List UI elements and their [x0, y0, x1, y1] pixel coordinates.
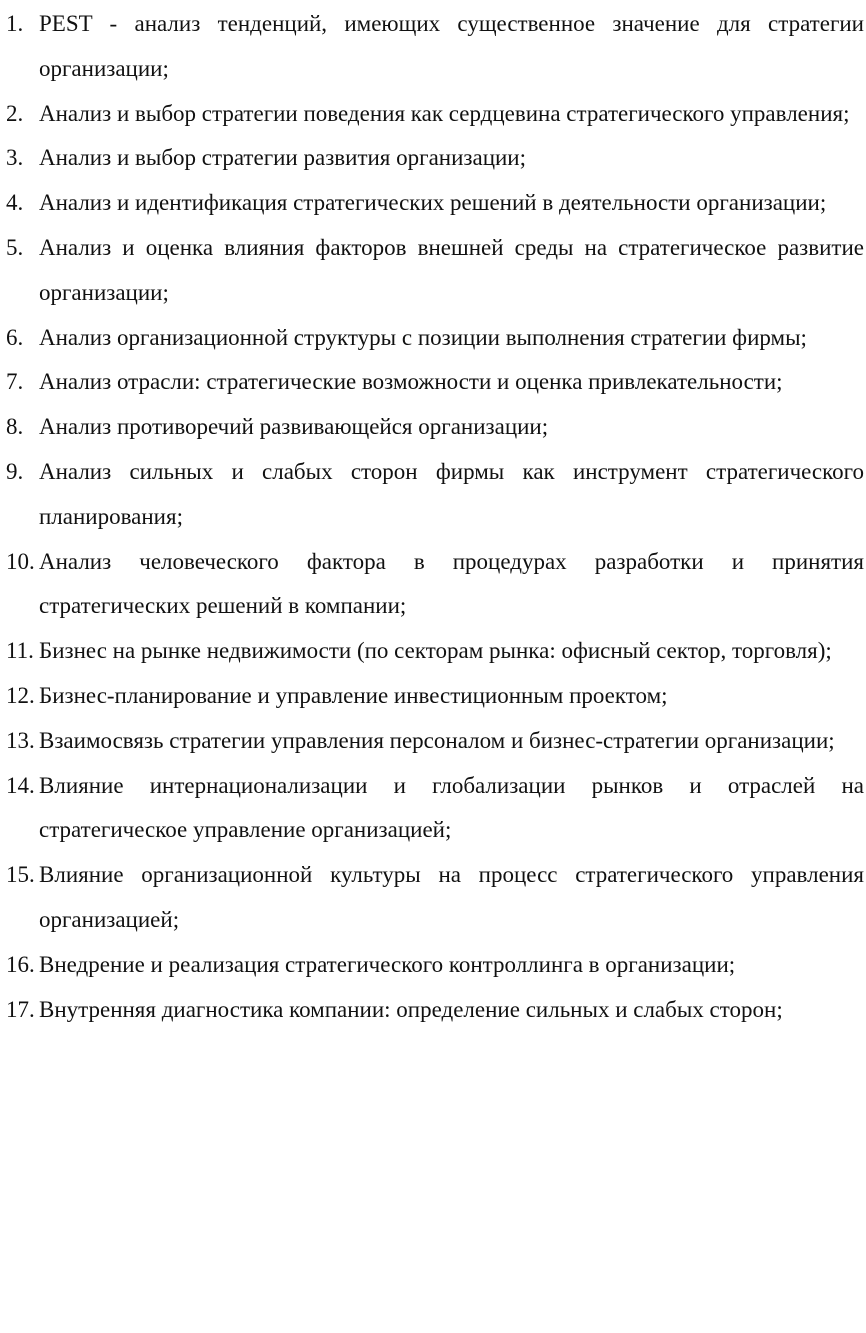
- list-item-text: PEST - анализ тенденций, имеющих существенное значение для стратегии организации;: [39, 11, 864, 81]
- list-item: [6, 988, 864, 1033]
- list-item-number: 17.: [6, 996, 35, 1022]
- list-item-number: 9.: [6, 458, 24, 484]
- list-item: [6, 450, 864, 540]
- list-item-number: 14.: [6, 772, 35, 798]
- list-item-text: Бизнес-планирование и управление инвестиционным проектом;: [39, 682, 668, 708]
- list-item-number: 12.: [6, 682, 35, 708]
- list-item-text: Бизнес на рынке недвижимости (по секторам рынка: офисный сектор, торговля);: [39, 638, 832, 664]
- list-item-number: 8.: [6, 414, 24, 440]
- list-item-number: 7.: [6, 369, 24, 395]
- list-item-number: 3.: [6, 145, 24, 171]
- list-item: [6, 540, 864, 630]
- list-item-text: Анализ противоречий развивающейся организации;: [39, 414, 549, 440]
- list-item-text: Взаимосвязь стратегии управления персоналом и бизнес-стратегии организации;: [39, 727, 835, 753]
- list-item-number: 2.: [6, 100, 24, 126]
- list-item: [6, 405, 864, 450]
- list-item-text: Анализ и выбор стратегии поведения как сердцевина стратегического управления;: [39, 100, 850, 126]
- list-item-text: Влияние интернационализации и глобализации рынков и отраслей на стратегическое управление организацией;: [39, 772, 864, 843]
- list-item-text: Анализ человеческого фактора в процедурах разработки и принятия стратегических решений в компании;: [39, 548, 864, 619]
- list-item-number: 10.: [6, 548, 35, 574]
- list-item: [6, 853, 864, 943]
- list-item-number: 6.: [6, 324, 24, 350]
- list-item: [6, 136, 864, 181]
- list-item-number: 1.: [6, 11, 24, 36]
- topic-list: [6, 2, 864, 1032]
- list-item-number: 13.: [6, 727, 35, 753]
- list-item-text: Анализ организационной структуры с позиции выполнения стратегии фирмы;: [39, 324, 807, 350]
- list-item-text: Анализ и выбор стратегии развития организации;: [39, 145, 527, 171]
- list-item: [6, 674, 864, 719]
- list-item-number: 16.: [6, 951, 35, 977]
- list-item: [6, 719, 864, 764]
- list-item-text: Анализ сильных и слабых сторон фирмы как инструмент стратегического планирования;: [39, 458, 864, 529]
- list-item-text: Внутренняя диагностика компании: определение сильных и слабых сторон;: [39, 996, 783, 1022]
- list-item-number: 15.: [6, 862, 35, 888]
- list-item-text: Анализ и идентификация стратегических решений в деятельности организации;: [39, 190, 827, 216]
- list-item: [6, 2, 864, 92]
- list-item: [6, 181, 864, 226]
- list-item: [6, 360, 864, 405]
- list-item-number: 11.: [6, 638, 34, 664]
- list-item: [6, 226, 864, 316]
- list-item: [6, 629, 864, 674]
- list-item-text: Внедрение и реализация стратегического контроллинга в организации;: [39, 951, 736, 977]
- list-item: [6, 92, 864, 137]
- list-item: [6, 943, 864, 988]
- list-item: [6, 764, 864, 854]
- list-item-number: 4.: [6, 190, 24, 216]
- list-item-text: Анализ и оценка влияния факторов внешней среды на стратегическое развитие организации;: [39, 234, 864, 305]
- list-item-number: 5.: [6, 234, 24, 260]
- list-item: [6, 316, 864, 361]
- list-item-text: Анализ отрасли: стратегические возможности и оценка привлекательности;: [39, 369, 783, 395]
- list-item-text: Влияние организационной культуры на процесс стратегического управления организацией;: [39, 862, 864, 932]
